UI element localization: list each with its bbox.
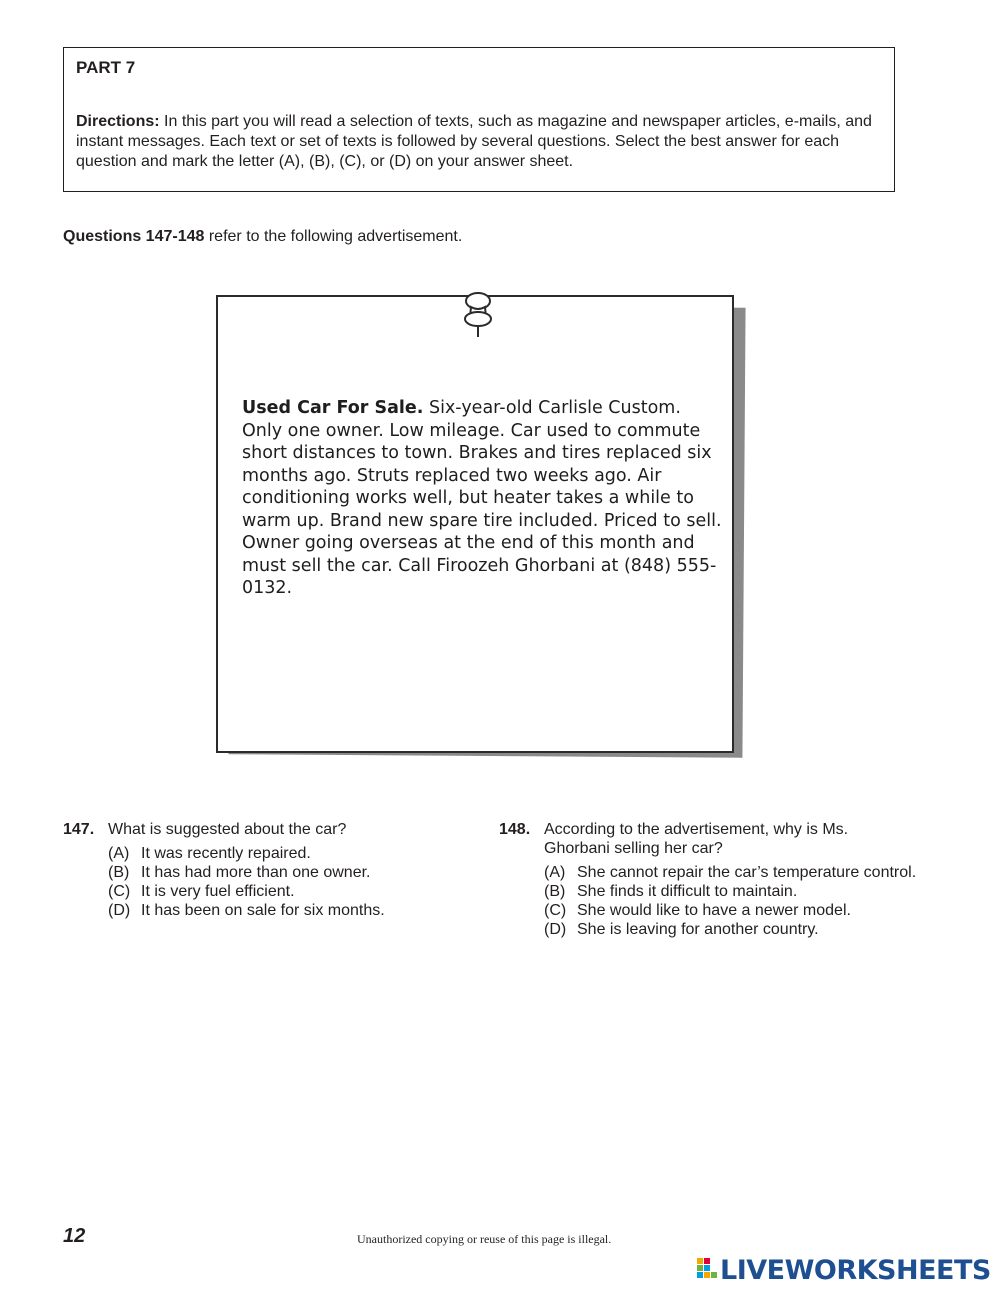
directions-text [76, 112, 876, 172]
option-letter: (C) [544, 902, 567, 919]
option-text: It was recently repaired. [141, 845, 311, 862]
option-letter: (B) [544, 883, 566, 900]
answer-option[interactable] [108, 901, 463, 920]
answer-option[interactable] [108, 863, 463, 882]
option-text: She is leaving for another country. [577, 921, 819, 938]
questions-intro [63, 228, 462, 246]
answer-options [108, 844, 463, 920]
option-text: She cannot repair the car’s temperature control. [577, 864, 917, 881]
advertisement-note [214, 290, 754, 770]
answer-option[interactable] [544, 863, 919, 882]
question-number: 148. [499, 821, 531, 838]
question-text: What is suggested about the car? [108, 821, 347, 838]
question-148 [499, 820, 919, 939]
question-text: According to the advertisement, why is Ms. Ghorbani selling her car? [544, 821, 849, 857]
option-letter: (B) [108, 864, 130, 881]
advertisement-body: Six-year-old Carlisle Custom. Only one owner. Low mileage. Car used to commute short distances to town. Brakes and tires replaced six months ago. Struts replaced two weeks ago. Air conditioning works well, but heater takes a while to warm up. Brand new spare tire included. Priced to sell. Owner going overseas at the end of this month and must sell the car. Call Firoozeh Ghorbani at (848) 555-0132. [242, 398, 722, 598]
pushpin-icon [458, 289, 498, 341]
option-text: It has been on sale for six months. [141, 902, 385, 919]
answer-option[interactable] [544, 901, 919, 920]
answer-option[interactable] [108, 882, 463, 901]
question-147 [63, 820, 463, 920]
option-text: It has had more than one owner. [141, 864, 371, 881]
advertisement-text [242, 397, 722, 600]
option-letter: (C) [108, 883, 131, 900]
note-paper [216, 295, 734, 753]
option-letter: (A) [108, 845, 130, 862]
part-title: PART 7 [76, 58, 136, 77]
liveworksheets-logo-icon [697, 1258, 717, 1284]
questions-intro-text: refer to the following advertisement. [204, 228, 463, 245]
page-number: 12 [63, 1225, 86, 1247]
question-number: 147. [63, 821, 95, 838]
advertisement-heading: Used Car For Sale. [242, 398, 424, 418]
directions-box [63, 47, 895, 192]
directions-body: In this part you will read a selection of texts, such as magazine and newspaper articles, e-mails, and instant messages. Each text or set of texts is followed by several questions. Select the best answer for each question and mark the letter (A), (B), (C), or (D) on your answer sheet. [76, 113, 872, 170]
liveworksheets-brand[interactable] [697, 1255, 991, 1286]
directions-label: Directions: [76, 113, 160, 130]
option-letter: (A) [544, 864, 566, 881]
option-letter: (D) [108, 902, 131, 919]
option-letter: (D) [544, 921, 567, 938]
brand-name: LIVEWORKSHEETS [720, 1255, 991, 1286]
questions-range: Questions 147-148 [63, 228, 205, 245]
option-text: It is very fuel efficient. [141, 883, 295, 900]
answer-option[interactable] [108, 844, 463, 863]
answer-option[interactable] [544, 920, 919, 939]
copyright-notice: Unauthorized copying or reuse of this page is illegal. [357, 1232, 612, 1246]
answer-option[interactable] [544, 882, 919, 901]
option-text: She would like to have a newer model. [577, 902, 851, 919]
answer-options [544, 863, 919, 939]
option-text: She finds it difficult to maintain. [577, 883, 798, 900]
